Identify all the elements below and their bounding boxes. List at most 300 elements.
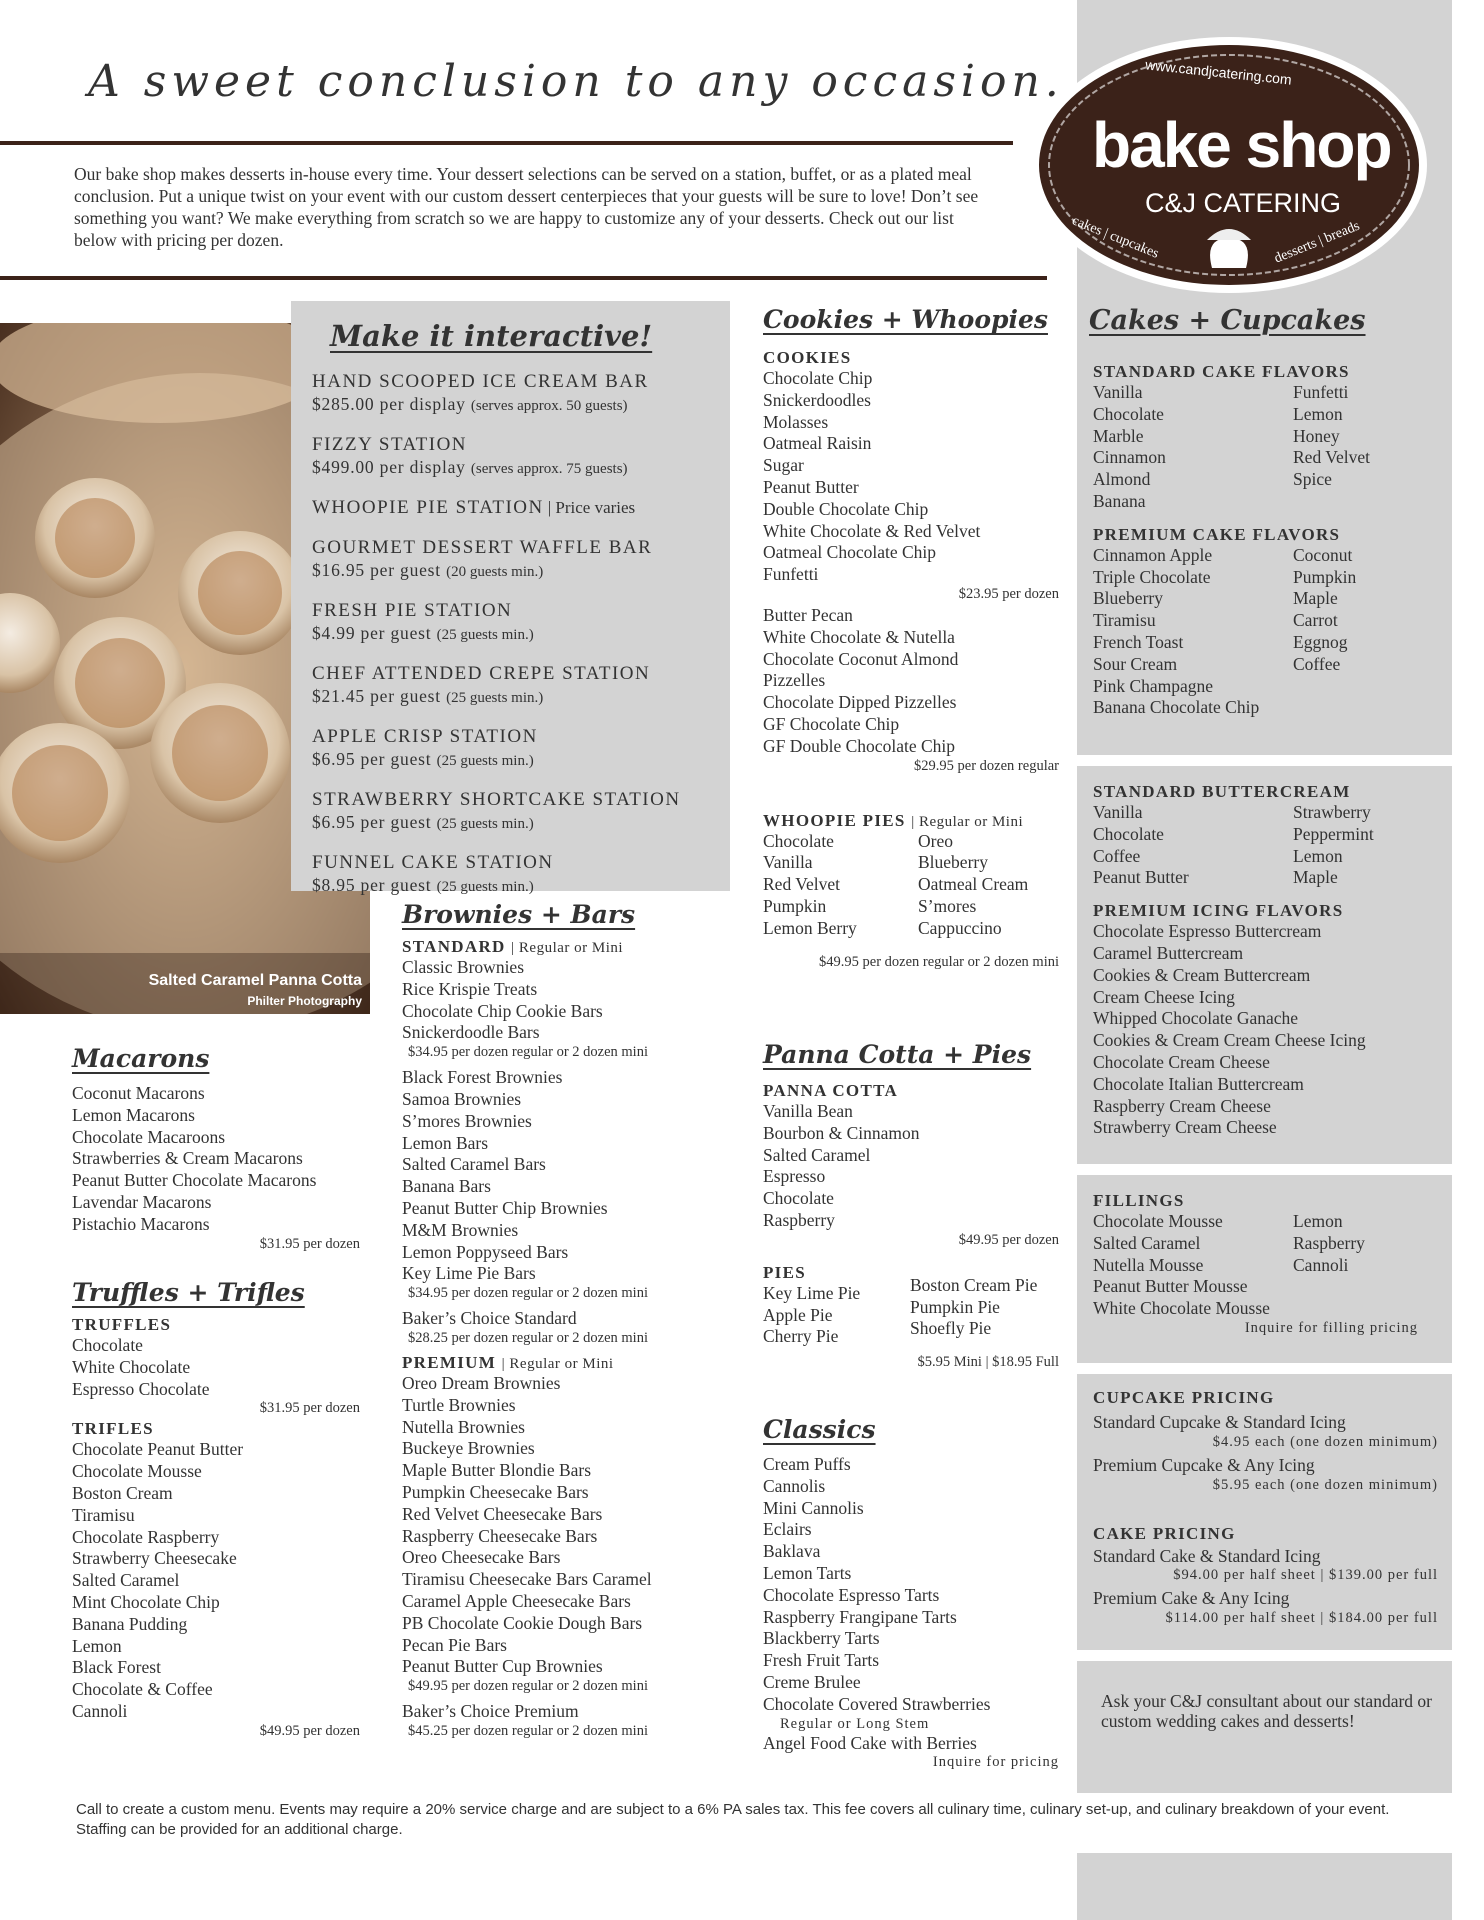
list-item: Lemon Bars	[402, 1132, 489, 1153]
list-item: Chocolate	[72, 1335, 143, 1355]
interactive-item-note: (25 guests min.)	[436, 816, 534, 832]
list-item: Sour Cream	[1093, 653, 1178, 674]
list-item: Cannoli	[1293, 1254, 1349, 1275]
list-item: Peanut Butter	[763, 476, 859, 497]
list-item: Blackberry Tarts	[763, 1628, 880, 1649]
fillings-note: Inquire for filling pricing	[1244, 1319, 1418, 1336]
cakes-section	[1093, 362, 1443, 719]
list-item: GF Chocolate Chip	[763, 713, 900, 734]
list-item: Maple Butter Blondie Bars	[402, 1460, 592, 1481]
list-item: Whipped Chocolate Ganache	[1093, 1008, 1299, 1029]
list-item: Chocolate & Coffee	[72, 1679, 213, 1700]
logo-left-text: cakes | cupcakes	[1069, 213, 1161, 262]
buttercream-panel	[1077, 766, 1452, 1164]
classics-strawberry-note: Regular or Long Stem	[780, 1715, 930, 1732]
logo-title: bake shop	[1092, 109, 1391, 181]
interactive-item-price-value: $499.00 per display	[312, 457, 466, 477]
macarons-section	[72, 1044, 360, 1253]
list-item: Oreo Dream Brownies	[402, 1372, 561, 1393]
interactive-item-price-value: $6.95 per guest	[312, 812, 432, 832]
classics-last-item: Angel Food Cake with Berries	[763, 1732, 977, 1753]
interactive-item	[312, 434, 730, 480]
list-item: Eclairs	[763, 1519, 812, 1540]
classics-price: Inquire for pricing	[932, 1754, 1059, 1771]
list-item: Caramel Buttercream	[1093, 942, 1244, 963]
intro-divider	[0, 276, 1047, 280]
pricing-panel	[1077, 1374, 1452, 1650]
brownies-standard1-price: $34.95 per dozen regular or 2 dozen mini	[408, 1044, 648, 1061]
list-item: Banana Bars	[402, 1176, 491, 1197]
interactive-panel	[291, 301, 730, 895]
whoopie-label: WHOOPIE PIES	[763, 810, 906, 830]
trifles-price: $49.95 per dozen	[259, 1722, 360, 1739]
interactive-item-name: FUNNEL CAKE STATION	[312, 852, 554, 873]
list-item: Cappuccino	[918, 917, 1002, 938]
list-item: Rice Krispie Treats	[402, 978, 538, 999]
list-item: Key Lime Pie Bars	[402, 1263, 536, 1284]
interactive-item-note: (serves approx. 50 guests)	[470, 398, 628, 414]
list-item: Chocolate Peanut Butter	[72, 1439, 244, 1460]
interactive-item-note: (25 guests min.)	[436, 627, 534, 643]
list-item: Banana	[1093, 490, 1146, 511]
list-item: Oreo	[918, 830, 953, 851]
whoopie-note: | Regular or Mini	[911, 813, 1024, 830]
standard-cake-right	[1293, 382, 1370, 513]
list-item: Almond	[1093, 469, 1151, 490]
list-item: Peanut Butter Mousse	[1093, 1276, 1248, 1297]
list-item: Nutella Brownies	[402, 1416, 525, 1437]
list-item: Black Forest Brownies	[402, 1067, 563, 1088]
interactive-item-price-value: $4.99 per guest	[312, 623, 432, 643]
bake-shop-logo	[1027, 30, 1431, 300]
list-item: Pumpkin Cheesecake Bars	[402, 1481, 589, 1502]
list-item: Pink Champagne	[1093, 675, 1214, 696]
interactive-list	[312, 371, 730, 898]
list-item: Chocolate Chip Cookie Bars	[402, 1000, 603, 1021]
top-divider	[0, 141, 1013, 145]
interactive-item	[312, 497, 730, 520]
logo-url[interactable]: www.candjcatering.com	[1144, 56, 1293, 88]
list-item: S’mores Brownies	[402, 1110, 532, 1131]
premium-cake-left	[1093, 545, 1293, 676]
list-item: Samoa Brownies	[402, 1088, 522, 1109]
truffles-heading: TRUFFLES	[72, 1315, 172, 1334]
list-item: Chocolate Dipped Pizzelles	[763, 692, 957, 713]
list-item: Pumpkin	[1293, 566, 1357, 587]
list-item: Lemon	[1293, 403, 1343, 424]
list-item: Cinnamon Apple	[1093, 544, 1213, 565]
list-item: Red Velvet Cheesecake Bars	[402, 1503, 603, 1524]
trifles-list	[72, 1439, 360, 1722]
intro-text: Our bake shop makes desserts in-house every time. Your dessert selections can be served on a station, buffet, or as a plated meal conclusion. Put a unique twist on your event with our custom dessert centerpieces that your guests will be sure to love! Don’t see something you want? We make everything from scratch so we are happy to customize any of your desserts. Check out our list below with pricing per dozen.	[74, 164, 979, 250]
list-item: Oreo Cheesecake Bars	[402, 1547, 561, 1568]
interactive-item-name: STRAWBERRY SHORTCAKE STATION	[312, 789, 681, 810]
list-item: Molasses	[763, 411, 829, 432]
list-item: Red Velvet	[763, 874, 840, 895]
premium-icing-heading: PREMIUM ICING FLAVORS	[1093, 901, 1344, 921]
list-item: Chocolate Italian Buttercream	[1093, 1073, 1304, 1094]
list-item: Peanut Butter	[1093, 867, 1189, 888]
interactive-item-price-value: $21.45 per guest	[312, 686, 441, 706]
list-item: Chocolate	[1093, 823, 1164, 844]
trifles-heading: TRIFLES	[72, 1419, 154, 1439]
list-item: Lemon Poppyseed Bars	[402, 1241, 569, 1262]
list-item: Honey	[1293, 425, 1340, 446]
brownies-premium-heading	[402, 1353, 712, 1373]
list-item: Double Chocolate Chip	[763, 498, 929, 519]
fillings-heading: FILLINGS	[1093, 1191, 1185, 1210]
interactive-item-price	[312, 874, 730, 898]
logo-right-text: desserts | breads	[1272, 218, 1362, 267]
list-item: Pumpkin Pie	[910, 1296, 1000, 1317]
list-item: Lemon Berry	[763, 917, 857, 938]
interactive-item-name: FRESH PIE STATION	[312, 600, 513, 621]
cookies-list1	[763, 368, 1059, 586]
brownies-standard-heading	[402, 937, 712, 957]
list-item: Chocolate	[1093, 403, 1164, 424]
list-item: Tiramisu Cheesecake Bars Caramel	[402, 1569, 652, 1590]
cake-premium-price: $114.00 per half sheet | $184.00 per full	[1165, 1610, 1438, 1627]
list-item: Coffee	[1293, 653, 1341, 674]
interactive-item	[312, 600, 730, 646]
classics-title: Classics	[763, 1415, 876, 1444]
list-item: Vanilla	[1093, 802, 1143, 822]
list-item: Banana Pudding	[72, 1613, 188, 1634]
list-item: Spice	[1293, 469, 1332, 490]
whoopie-left-list	[763, 831, 918, 940]
list-item: Raspberry Cream Cheese	[1093, 1095, 1271, 1116]
list-item: White Chocolate & Nutella	[763, 626, 955, 647]
list-item: Shoefly Pie	[910, 1318, 992, 1339]
list-item: Raspberry	[1293, 1232, 1365, 1253]
whoopie-price: $49.95 per dozen regular or 2 dozen mini	[819, 953, 1059, 970]
brownies-title: Brownies + Bars	[402, 900, 636, 929]
interactive-item-price	[312, 393, 730, 417]
list-item: Vanilla	[1093, 382, 1143, 402]
footer-note: Call to create a custom menu. Events may require a 20% service charge and are subject to a 6% PA sales tax. This fee covers all culinary time, culinary set-up, and culinary breakdown of your event. Staffing can be provided for an additional charge.	[76, 1801, 1390, 1838]
buttercream-left	[1093, 802, 1293, 889]
cookies-heading: COOKIES	[763, 348, 852, 367]
list-item: Cookies & Cream Cream Cheese Icing	[1093, 1030, 1366, 1051]
cupcake-pricing-heading: CUPCAKE PRICING	[1093, 1388, 1275, 1407]
list-item: Cookies & Cream Buttercream	[1093, 964, 1311, 985]
interactive-item	[312, 371, 730, 417]
cookies-title: Cookies + Whoopies	[763, 305, 1048, 334]
list-item: Pecan Pie Bars	[402, 1634, 507, 1655]
list-item: Mini Cannolis	[763, 1497, 864, 1518]
interactive-item	[312, 852, 730, 898]
list-item: Black Forest	[72, 1657, 161, 1678]
premium-cake-right	[1293, 545, 1356, 676]
list-item: Red Velvet	[1293, 447, 1370, 468]
list-item: French Toast	[1093, 631, 1184, 652]
interactive-item-price	[312, 559, 730, 583]
interactive-item-price	[312, 811, 730, 835]
interactive-item-note: (25 guests min.)	[436, 879, 534, 895]
interactive-item	[312, 726, 730, 772]
list-item: Fresh Fruit Tarts	[763, 1650, 880, 1671]
list-item: Chocolate Raspberry	[72, 1526, 220, 1547]
interactive-item-price-value: $6.95 per guest	[312, 749, 432, 769]
list-item: Lemon	[1293, 1211, 1343, 1231]
truffles-title: Truffles + Trifles	[72, 1278, 305, 1307]
list-item: Sugar	[763, 455, 804, 476]
list-item: Salted Caramel	[763, 1144, 871, 1165]
list-item: GF Double Chocolate Chip	[763, 735, 955, 756]
interactive-item-note: (serves approx. 75 guests)	[470, 461, 628, 477]
list-item: Blueberry	[918, 852, 988, 873]
list-item: Peanut Butter Cup Brownies	[402, 1656, 603, 1677]
consult-text: Ask your C&J consultant about our standard or custom wedding cakes and desserts!	[1101, 1691, 1432, 1731]
list-item: Chocolate Coconut Almond	[763, 648, 959, 669]
panna-title: Panna Cotta + Pies	[763, 1040, 1032, 1069]
list-item: Oatmeal Cream	[918, 874, 1029, 895]
list-item: Chocolate Cream Cheese	[1093, 1051, 1270, 1072]
list-item: Vanilla Bean	[763, 1101, 853, 1121]
list-item: Chocolate Covered Strawberries	[763, 1693, 991, 1714]
list-item: Chocolate Mousse	[1093, 1211, 1223, 1231]
interactive-item	[312, 789, 730, 835]
list-item: Cinnamon	[1093, 447, 1166, 468]
premium-label: PREMIUM	[402, 1352, 497, 1372]
whoopie-heading	[763, 811, 1059, 831]
list-item: Oatmeal Chocolate Chip	[763, 542, 937, 563]
list-item: Raspberry Frangipane Tarts	[763, 1606, 957, 1627]
cake-standard: Standard Cake & Standard Icing	[1093, 1545, 1321, 1566]
list-item: Chocolate Macaroons	[72, 1126, 226, 1147]
list-item: Classic Brownies	[402, 957, 525, 977]
interactive-item-name: HAND SCOOPED ICE CREAM BAR	[312, 371, 649, 392]
list-item: Chocolate Mousse	[72, 1461, 202, 1482]
interactive-item-price	[312, 748, 730, 772]
cupcake-standard-price: $4.95 each (one dozen minimum)	[1212, 1433, 1438, 1450]
list-item: Cannolis	[763, 1475, 826, 1496]
brownies-standard1-list	[402, 957, 712, 1044]
list-item: Salted Caramel Bars	[402, 1154, 546, 1175]
cake-pricing-heading: CAKE PRICING	[1093, 1523, 1236, 1543]
list-item: Marble	[1093, 425, 1144, 446]
list-item: Cream Puffs	[763, 1454, 851, 1474]
list-item: Lemon Tarts	[763, 1562, 852, 1583]
list-item: Key Lime Pie	[763, 1282, 861, 1303]
list-item: Lemon Macarons	[72, 1104, 195, 1125]
standard-label: STANDARD	[402, 937, 506, 956]
cake-standard-price: $94.00 per half sheet | $139.00 per full	[1173, 1567, 1438, 1584]
list-item: Strawberry Cheesecake	[72, 1548, 237, 1569]
interactive-item-name: FIZZY STATION	[312, 434, 468, 455]
premium-icing-list	[1093, 921, 1438, 1139]
list-item: Oatmeal Raisin	[763, 433, 872, 454]
classics-section	[763, 1415, 1059, 1771]
truffles-price: $31.95 per dozen	[259, 1400, 360, 1417]
right-column-bottom-strip	[1077, 1853, 1452, 1920]
list-item: Creme Brulee	[763, 1671, 861, 1692]
panna-list	[763, 1101, 1059, 1232]
bakers-choice-premium: Baker’s Choice Premium	[402, 1701, 579, 1722]
list-item: Banana Chocolate Chip	[1093, 697, 1260, 718]
list-item: Butter Pecan	[763, 604, 853, 625]
interactive-item-price-value: $285.00 per display	[312, 394, 466, 414]
list-item: Snickerdoodle Bars	[402, 1022, 540, 1043]
photo-credit: Philter Photography	[247, 994, 362, 1008]
list-item: Chocolate	[763, 1188, 834, 1209]
list-item: Lemon	[72, 1635, 122, 1656]
list-item: Buckeye Brownies	[402, 1438, 535, 1459]
standard-buttercream-heading: STANDARD BUTTERCREAM	[1093, 782, 1351, 801]
bakers-choice-standard: Baker’s Choice Standard	[402, 1308, 577, 1329]
list-item: Blueberry	[1093, 588, 1163, 609]
list-item: White Chocolate & Red Velvet	[763, 520, 981, 541]
list-item: Raspberry Cheesecake Bars	[402, 1525, 598, 1546]
panna-heading: PANNA COTTA	[763, 1081, 899, 1100]
list-item: PB Chocolate Cookie Dough Bars	[402, 1612, 643, 1633]
interactive-item-name: WHOOPIE PIE STATION	[312, 497, 544, 518]
list-item: Lavendar Macarons	[72, 1191, 212, 1212]
list-item: Caramel Apple Cheesecake Bars	[402, 1590, 631, 1611]
fillings-left	[1093, 1211, 1293, 1276]
interactive-item-name: GOURMET DESSERT WAFFLE BAR	[312, 537, 653, 558]
list-item: Boston Cream	[72, 1482, 173, 1503]
brownies-section	[402, 900, 712, 1740]
photo-caption: Salted Caramel Panna Cotta	[148, 972, 362, 989]
list-item: Strawberry	[1293, 802, 1371, 822]
interactive-item-price-value: $8.95 per guest	[312, 875, 432, 895]
brownies-standard2-price: $34.95 per dozen regular or 2 dozen mini	[408, 1285, 648, 1302]
interactive-item	[312, 537, 730, 583]
interactive-title: Make it interactive!	[330, 319, 653, 353]
list-item: Cherry Pie	[763, 1326, 839, 1347]
list-item: Funfetti	[763, 564, 819, 585]
cake-premium: Premium Cake & Any Icing	[1093, 1588, 1290, 1609]
list-item: Nutella Mousse	[1093, 1254, 1204, 1275]
interactive-item-name: CHEF ATTENDED CREPE STATION	[312, 663, 651, 684]
list-item: Salted Caramel	[72, 1570, 180, 1591]
list-item: Maple	[1293, 867, 1338, 888]
bakers-choice-premium-price: $45.25 per dozen regular or 2 dozen mini	[408, 1722, 648, 1739]
interactive-item-price	[312, 456, 730, 480]
list-item: Coconut	[1293, 544, 1353, 565]
cakes-title: Cakes + Cupcakes	[1089, 305, 1366, 336]
fillings-extra	[1093, 1276, 1438, 1320]
list-item: Apple Pie	[763, 1304, 833, 1325]
list-item: Espresso Chocolate	[72, 1378, 210, 1399]
list-item: Espresso	[763, 1166, 826, 1187]
pies-price: $5.95 Mini | $18.95 Full	[917, 1354, 1059, 1371]
cookies-list2	[763, 605, 1059, 758]
list-item: Eggnog	[1293, 631, 1348, 652]
cupcake-premium: Premium Cupcake & Any Icing	[1093, 1454, 1315, 1475]
pies-left-list	[763, 1283, 910, 1348]
interactive-item-note: (25 guests min.)	[436, 753, 534, 769]
interactive-item-name: APPLE CRISP STATION	[312, 726, 538, 747]
list-item: Coffee	[1093, 845, 1141, 866]
list-item: Bourbon & Cinnamon	[763, 1122, 920, 1143]
list-item: Maple	[1293, 588, 1338, 609]
list-item: White Chocolate Mousse	[1093, 1298, 1270, 1319]
list-item: Chocolate Espresso Tarts	[763, 1584, 940, 1605]
list-item: Pumpkin	[763, 895, 827, 916]
list-item: S’mores	[918, 895, 977, 916]
list-item: Snickerdoodles	[763, 389, 871, 410]
consult-panel	[1077, 1661, 1452, 1793]
brownies-standard2-list	[402, 1067, 712, 1285]
macarons-list	[72, 1083, 360, 1236]
standard-note: | Regular or Mini	[511, 940, 624, 956]
standard-cake-heading: STANDARD CAKE FLAVORS	[1093, 362, 1350, 381]
brownies-premium-price: $49.95 per dozen regular or 2 dozen mini	[408, 1678, 648, 1695]
logo-brand: C&J CATERING	[1145, 188, 1342, 218]
list-item: Tiramisu	[72, 1504, 135, 1525]
cookies-list2-price: $29.95 per dozen regular	[914, 757, 1059, 774]
whoopie-right-list	[918, 831, 1028, 940]
fillings-panel	[1077, 1175, 1452, 1363]
brownies-premium-list	[402, 1373, 712, 1678]
list-item: Lemon	[1293, 845, 1343, 866]
tagline: A sweet conclusion to any occasion.	[88, 56, 1064, 107]
list-item: Strawberries & Cream Macarons	[72, 1148, 303, 1169]
interactive-item-note: (20 guests min.)	[446, 564, 544, 580]
list-item: M&M Brownies	[402, 1219, 519, 1240]
list-item: Chocolate	[763, 830, 834, 851]
cupcake-standard: Standard Cupcake & Standard Icing	[1093, 1412, 1346, 1432]
bakers-choice-standard-price: $28.25 per dozen regular or 2 dozen mini	[408, 1329, 648, 1346]
list-item: Baklava	[763, 1541, 821, 1562]
list-item: Chocolate Espresso Buttercream	[1093, 921, 1322, 942]
list-item: Triple Chocolate	[1093, 566, 1211, 587]
list-item: Coconut Macarons	[72, 1083, 205, 1103]
list-item: Peppermint	[1293, 823, 1374, 844]
interactive-item-price	[312, 622, 730, 646]
list-item: Cannoli	[72, 1700, 128, 1721]
list-item: Vanilla	[763, 852, 813, 873]
premium-cake-heading: PREMIUM CAKE FLAVORS	[1093, 524, 1341, 544]
list-item: Pistachio Macarons	[72, 1213, 210, 1234]
list-item: White Chocolate	[72, 1356, 191, 1377]
list-item: Funfetti	[1293, 382, 1349, 402]
truffles-section	[72, 1278, 360, 1740]
macarons-title: Macarons	[72, 1044, 210, 1073]
interactive-item-price	[548, 498, 635, 517]
list-item: Peanut Butter Chip Brownies	[402, 1197, 608, 1218]
list-item: Turtle Brownies	[402, 1394, 516, 1415]
premium-cake-extra	[1093, 676, 1443, 720]
list-item: Pizzelles	[763, 670, 826, 691]
macarons-price: $31.95 per dozen	[259, 1235, 360, 1252]
interactive-item	[312, 663, 730, 709]
panna-price: $49.95 per dozen	[958, 1231, 1059, 1248]
list-item: Cream Cheese Icing	[1093, 986, 1235, 1007]
list-item: Tiramisu	[1093, 610, 1156, 631]
truffles-list	[72, 1335, 360, 1400]
classics-list	[763, 1454, 1059, 1716]
pies-right-list	[910, 1275, 1037, 1348]
list-item: Salted Caramel	[1093, 1232, 1201, 1253]
premium-note: | Regular or Mini	[501, 1355, 614, 1372]
buttercream-right	[1293, 802, 1374, 889]
list-item: Mint Chocolate Chip	[72, 1591, 220, 1612]
panna-section	[763, 1040, 1059, 1371]
interactive-item-price-value: $16.95 per guest	[312, 560, 441, 580]
list-item: Chocolate Chip	[763, 368, 873, 388]
list-item: Peanut Butter Chocolate Macarons	[72, 1170, 317, 1191]
list-item: Carrot	[1293, 610, 1338, 631]
pies-heading: PIES	[763, 1262, 806, 1282]
cookies-section	[763, 305, 1059, 971]
standard-cake-left	[1093, 382, 1293, 513]
cupcake-premium-price: $5.95 each (one dozen minimum)	[1212, 1476, 1438, 1493]
interactive-item-price-value: | Price varies	[547, 498, 636, 517]
cookies-list1-price: $23.95 per dozen	[958, 585, 1059, 602]
